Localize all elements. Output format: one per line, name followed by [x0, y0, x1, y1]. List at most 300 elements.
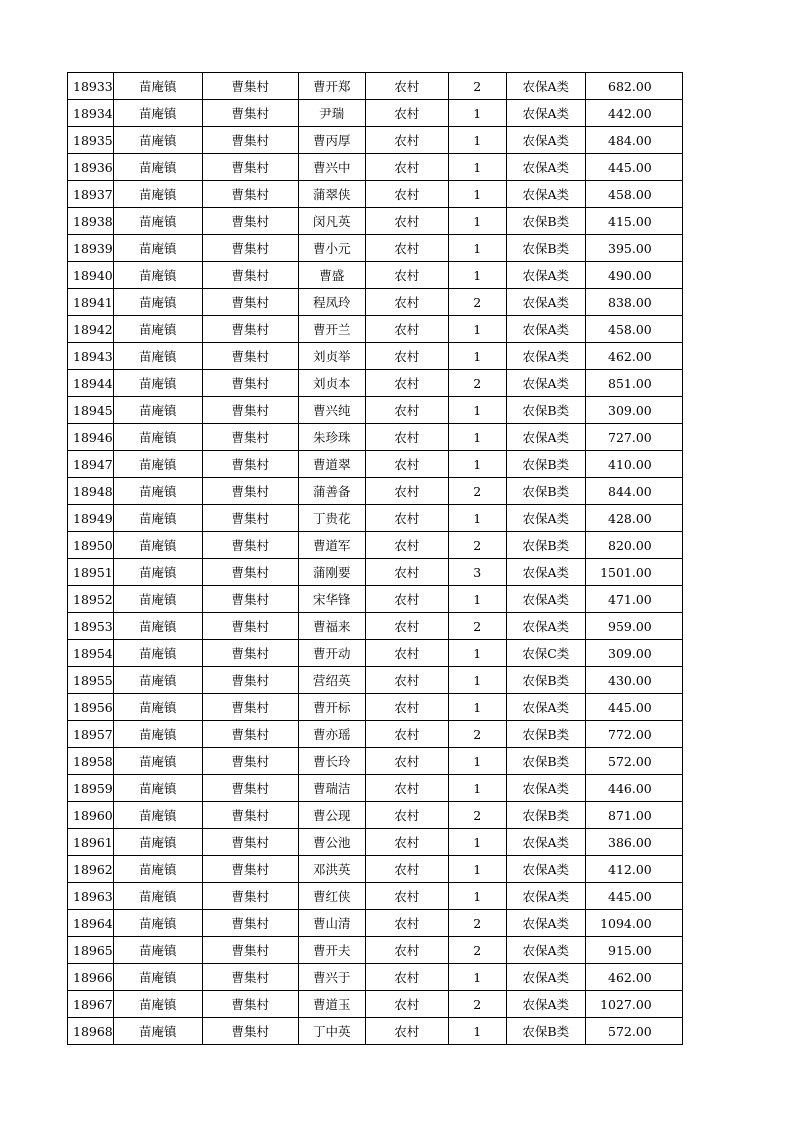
insurance-class-cell: 农保B类: [506, 208, 585, 235]
village-cell: 曹集村: [202, 235, 298, 262]
table-row: [68, 613, 683, 640]
insurance-class-cell: 农保A类: [506, 262, 585, 289]
name-cell: 曹瑞洁: [298, 775, 365, 802]
village-cell: 曹集村: [202, 856, 298, 883]
name-cell: 蒲善备: [298, 478, 365, 505]
insurance-class-cell: 农保A类: [506, 289, 585, 316]
village-cell: 曹集村: [202, 667, 298, 694]
town-cell: 苗庵镇: [113, 532, 202, 559]
amount-cell: 682.00: [585, 73, 682, 100]
record-id-cell: 18939: [68, 235, 114, 262]
name-cell: 程凤玲: [298, 289, 365, 316]
table-row: [68, 586, 683, 613]
town-cell: 苗庵镇: [113, 505, 202, 532]
name-cell: 曹公池: [298, 829, 365, 856]
insurance-class-cell: 农保A类: [506, 991, 585, 1018]
name-cell: 曹丙厚: [298, 127, 365, 154]
table-row: [68, 235, 683, 262]
record-id-cell: 18947: [68, 451, 114, 478]
insurance-class-cell: 农保A类: [506, 586, 585, 613]
amount-cell: 727.00: [585, 424, 682, 451]
household-count-cell: 1: [448, 856, 506, 883]
amount-cell: 1094.00: [585, 910, 682, 937]
town-cell: 苗庵镇: [113, 289, 202, 316]
record-id-cell: 18951: [68, 559, 114, 586]
village-cell: 曹集村: [202, 991, 298, 1018]
record-id-cell: 18958: [68, 748, 114, 775]
household-count-cell: 2: [448, 991, 506, 1018]
town-cell: 苗庵镇: [113, 910, 202, 937]
insurance-class-cell: 农保A类: [506, 856, 585, 883]
record-id-cell: 18937: [68, 181, 114, 208]
name-cell: 曹道玉: [298, 991, 365, 1018]
amount-cell: 458.00: [585, 316, 682, 343]
name-cell: 曹红侠: [298, 883, 365, 910]
amount-cell: 442.00: [585, 100, 682, 127]
village-cell: 曹集村: [202, 640, 298, 667]
record-id-cell: 18956: [68, 694, 114, 721]
town-cell: 苗庵镇: [113, 748, 202, 775]
town-cell: 苗庵镇: [113, 667, 202, 694]
village-cell: 曹集村: [202, 316, 298, 343]
amount-cell: 445.00: [585, 694, 682, 721]
record-id-cell: 18941: [68, 289, 114, 316]
village-cell: 曹集村: [202, 127, 298, 154]
household-count-cell: 2: [448, 910, 506, 937]
table-row: [68, 181, 683, 208]
area-type-cell: 农村: [365, 208, 448, 235]
household-count-cell: 1: [448, 100, 506, 127]
area-type-cell: 农村: [365, 586, 448, 613]
table-row: [68, 559, 683, 586]
village-cell: 曹集村: [202, 73, 298, 100]
record-id-cell: 18961: [68, 829, 114, 856]
area-type-cell: 农村: [365, 181, 448, 208]
insurance-class-cell: 农保B类: [506, 1018, 585, 1045]
household-count-cell: 1: [448, 208, 506, 235]
name-cell: 曹福来: [298, 613, 365, 640]
area-type-cell: 农村: [365, 316, 448, 343]
village-cell: 曹集村: [202, 964, 298, 991]
village-cell: 曹集村: [202, 829, 298, 856]
area-type-cell: 农村: [365, 667, 448, 694]
town-cell: 苗庵镇: [113, 964, 202, 991]
table-row: [68, 532, 683, 559]
record-id-cell: 18968: [68, 1018, 114, 1045]
area-type-cell: 农村: [365, 613, 448, 640]
record-id-cell: 18957: [68, 721, 114, 748]
amount-cell: 462.00: [585, 343, 682, 370]
table-row: [68, 667, 683, 694]
insurance-class-cell: 农保A类: [506, 505, 585, 532]
table-row: [68, 478, 683, 505]
town-cell: 苗庵镇: [113, 883, 202, 910]
household-count-cell: 1: [448, 964, 506, 991]
table-row: [68, 208, 683, 235]
household-count-cell: 1: [448, 640, 506, 667]
area-type-cell: 农村: [365, 640, 448, 667]
table-row: [68, 316, 683, 343]
insurance-class-cell: 农保B类: [506, 451, 585, 478]
area-type-cell: 农村: [365, 370, 448, 397]
table-row: [68, 910, 683, 937]
table-row: [68, 829, 683, 856]
area-type-cell: 农村: [365, 397, 448, 424]
area-type-cell: 农村: [365, 262, 448, 289]
insurance-class-cell: 农保A类: [506, 559, 585, 586]
amount-cell: 844.00: [585, 478, 682, 505]
table-row: [68, 883, 683, 910]
area-type-cell: 农村: [365, 775, 448, 802]
record-id-cell: 18965: [68, 937, 114, 964]
area-type-cell: 农村: [365, 856, 448, 883]
household-count-cell: 1: [448, 262, 506, 289]
village-cell: 曹集村: [202, 559, 298, 586]
area-type-cell: 农村: [365, 532, 448, 559]
town-cell: 苗庵镇: [113, 208, 202, 235]
insurance-class-cell: 农保A类: [506, 829, 585, 856]
town-cell: 苗庵镇: [113, 100, 202, 127]
amount-cell: 471.00: [585, 586, 682, 613]
amount-cell: 395.00: [585, 235, 682, 262]
town-cell: 苗庵镇: [113, 802, 202, 829]
insurance-class-cell: 农保A类: [506, 775, 585, 802]
records-table: [67, 72, 683, 1045]
record-id-cell: 18952: [68, 586, 114, 613]
town-cell: 苗庵镇: [113, 478, 202, 505]
village-cell: 曹集村: [202, 613, 298, 640]
record-id-cell: 18966: [68, 964, 114, 991]
amount-cell: 445.00: [585, 154, 682, 181]
area-type-cell: 农村: [365, 937, 448, 964]
record-id-cell: 18967: [68, 991, 114, 1018]
household-count-cell: 1: [448, 505, 506, 532]
name-cell: 刘贞本: [298, 370, 365, 397]
name-cell: 曹公现: [298, 802, 365, 829]
area-type-cell: 农村: [365, 802, 448, 829]
household-count-cell: 2: [448, 802, 506, 829]
insurance-class-cell: 农保B类: [506, 721, 585, 748]
household-count-cell: 1: [448, 883, 506, 910]
town-cell: 苗庵镇: [113, 775, 202, 802]
insurance-class-cell: 农保A类: [506, 964, 585, 991]
table-row: [68, 289, 683, 316]
village-cell: 曹集村: [202, 748, 298, 775]
name-cell: 丁中英: [298, 1018, 365, 1045]
household-count-cell: 1: [448, 748, 506, 775]
record-id-cell: 18945: [68, 397, 114, 424]
household-count-cell: 2: [448, 478, 506, 505]
name-cell: 曹开标: [298, 694, 365, 721]
area-type-cell: 农村: [365, 505, 448, 532]
insurance-class-cell: 农保A类: [506, 613, 585, 640]
name-cell: 蒲刚要: [298, 559, 365, 586]
insurance-class-cell: 农保A类: [506, 370, 585, 397]
town-cell: 苗庵镇: [113, 127, 202, 154]
town-cell: 苗庵镇: [113, 451, 202, 478]
amount-cell: 1027.00: [585, 991, 682, 1018]
area-type-cell: 农村: [365, 478, 448, 505]
town-cell: 苗庵镇: [113, 370, 202, 397]
town-cell: 苗庵镇: [113, 586, 202, 613]
town-cell: 苗庵镇: [113, 559, 202, 586]
village-cell: 曹集村: [202, 910, 298, 937]
area-type-cell: 农村: [365, 73, 448, 100]
household-count-cell: 1: [448, 127, 506, 154]
amount-cell: 386.00: [585, 829, 682, 856]
name-cell: 刘贞举: [298, 343, 365, 370]
insurance-class-cell: 农保C类: [506, 640, 585, 667]
area-type-cell: 农村: [365, 424, 448, 451]
name-cell: 营绍英: [298, 667, 365, 694]
amount-cell: 428.00: [585, 505, 682, 532]
amount-cell: 430.00: [585, 667, 682, 694]
record-id-cell: 18936: [68, 154, 114, 181]
name-cell: 曹盛: [298, 262, 365, 289]
household-count-cell: 1: [448, 154, 506, 181]
village-cell: 曹集村: [202, 1018, 298, 1045]
record-id-cell: 18934: [68, 100, 114, 127]
record-id-cell: 18960: [68, 802, 114, 829]
household-count-cell: 1: [448, 586, 506, 613]
household-count-cell: 3: [448, 559, 506, 586]
area-type-cell: 农村: [365, 289, 448, 316]
record-id-cell: 18942: [68, 316, 114, 343]
name-cell: 曹开夫: [298, 937, 365, 964]
household-count-cell: 2: [448, 937, 506, 964]
name-cell: 朱珍珠: [298, 424, 365, 451]
amount-cell: 572.00: [585, 1018, 682, 1045]
amount-cell: 484.00: [585, 127, 682, 154]
table-row: [68, 451, 683, 478]
town-cell: 苗庵镇: [113, 613, 202, 640]
amount-cell: 915.00: [585, 937, 682, 964]
amount-cell: 838.00: [585, 289, 682, 316]
area-type-cell: 农村: [365, 451, 448, 478]
name-cell: 曹兴中: [298, 154, 365, 181]
record-id-cell: 18933: [68, 73, 114, 100]
insurance-class-cell: 农保A类: [506, 73, 585, 100]
amount-cell: 412.00: [585, 856, 682, 883]
table-row: [68, 100, 683, 127]
household-count-cell: 1: [448, 694, 506, 721]
insurance-class-cell: 农保B类: [506, 802, 585, 829]
amount-cell: 415.00: [585, 208, 682, 235]
village-cell: 曹集村: [202, 478, 298, 505]
household-count-cell: 1: [448, 424, 506, 451]
household-count-cell: 2: [448, 289, 506, 316]
insurance-class-cell: 农保B类: [506, 478, 585, 505]
table-row: [68, 262, 683, 289]
insurance-class-cell: 农保A类: [506, 694, 585, 721]
insurance-class-cell: 农保B类: [506, 667, 585, 694]
village-cell: 曹集村: [202, 586, 298, 613]
insurance-class-cell: 农保B类: [506, 748, 585, 775]
table-row: [68, 397, 683, 424]
table-row: [68, 73, 683, 100]
amount-cell: 772.00: [585, 721, 682, 748]
village-cell: 曹集村: [202, 775, 298, 802]
amount-cell: 572.00: [585, 748, 682, 775]
record-id-cell: 18948: [68, 478, 114, 505]
table-row: [68, 991, 683, 1018]
village-cell: 曹集村: [202, 370, 298, 397]
town-cell: 苗庵镇: [113, 829, 202, 856]
insurance-class-cell: 农保B类: [506, 235, 585, 262]
area-type-cell: 农村: [365, 559, 448, 586]
record-id-cell: 18953: [68, 613, 114, 640]
table-row: [68, 856, 683, 883]
name-cell: 曹道翠: [298, 451, 365, 478]
insurance-class-cell: 农保A类: [506, 424, 585, 451]
name-cell: 曹开兰: [298, 316, 365, 343]
household-count-cell: 1: [448, 1018, 506, 1045]
record-id-cell: 18944: [68, 370, 114, 397]
area-type-cell: 农村: [365, 100, 448, 127]
household-count-cell: 1: [448, 451, 506, 478]
name-cell: 闵凡英: [298, 208, 365, 235]
records-body: [68, 73, 683, 1045]
table-row: [68, 694, 683, 721]
town-cell: 苗庵镇: [113, 424, 202, 451]
amount-cell: 490.00: [585, 262, 682, 289]
household-count-cell: 1: [448, 829, 506, 856]
table-row: [68, 748, 683, 775]
table-row: [68, 127, 683, 154]
table-row: [68, 775, 683, 802]
town-cell: 苗庵镇: [113, 397, 202, 424]
village-cell: 曹集村: [202, 802, 298, 829]
amount-cell: 820.00: [585, 532, 682, 559]
record-id-cell: 18959: [68, 775, 114, 802]
insurance-class-cell: 农保A类: [506, 316, 585, 343]
household-count-cell: 1: [448, 667, 506, 694]
insurance-class-cell: 农保A类: [506, 100, 585, 127]
town-cell: 苗庵镇: [113, 721, 202, 748]
village-cell: 曹集村: [202, 181, 298, 208]
table-row: [68, 802, 683, 829]
table-row: [68, 721, 683, 748]
town-cell: 苗庵镇: [113, 235, 202, 262]
town-cell: 苗庵镇: [113, 73, 202, 100]
table-row: [68, 505, 683, 532]
household-count-cell: 1: [448, 397, 506, 424]
village-cell: 曹集村: [202, 424, 298, 451]
household-count-cell: 2: [448, 532, 506, 559]
household-count-cell: 2: [448, 370, 506, 397]
area-type-cell: 农村: [365, 343, 448, 370]
household-count-cell: 2: [448, 613, 506, 640]
town-cell: 苗庵镇: [113, 181, 202, 208]
household-count-cell: 1: [448, 316, 506, 343]
table-row: [68, 424, 683, 451]
name-cell: 曹开动: [298, 640, 365, 667]
town-cell: 苗庵镇: [113, 856, 202, 883]
area-type-cell: 农村: [365, 235, 448, 262]
town-cell: 苗庵镇: [113, 694, 202, 721]
town-cell: 苗庵镇: [113, 1018, 202, 1045]
name-cell: 曹长玲: [298, 748, 365, 775]
record-id-cell: 18962: [68, 856, 114, 883]
household-count-cell: 1: [448, 343, 506, 370]
amount-cell: 410.00: [585, 451, 682, 478]
insurance-class-cell: 农保A类: [506, 127, 585, 154]
amount-cell: 462.00: [585, 964, 682, 991]
village-cell: 曹集村: [202, 532, 298, 559]
insurance-class-cell: 农保A类: [506, 937, 585, 964]
record-id-cell: 18938: [68, 208, 114, 235]
name-cell: 宋华锋: [298, 586, 365, 613]
area-type-cell: 农村: [365, 721, 448, 748]
area-type-cell: 农村: [365, 1018, 448, 1045]
insurance-class-cell: 农保A类: [506, 181, 585, 208]
area-type-cell: 农村: [365, 883, 448, 910]
household-count-cell: 2: [448, 721, 506, 748]
name-cell: 曹道军: [298, 532, 365, 559]
amount-cell: 1501.00: [585, 559, 682, 586]
area-type-cell: 农村: [365, 127, 448, 154]
amount-cell: 959.00: [585, 613, 682, 640]
record-id-cell: 18940: [68, 262, 114, 289]
name-cell: 曹小元: [298, 235, 365, 262]
village-cell: 曹集村: [202, 289, 298, 316]
area-type-cell: 农村: [365, 991, 448, 1018]
village-cell: 曹集村: [202, 100, 298, 127]
household-count-cell: 2: [448, 73, 506, 100]
insurance-class-cell: 农保B类: [506, 397, 585, 424]
village-cell: 曹集村: [202, 154, 298, 181]
area-type-cell: 农村: [365, 964, 448, 991]
town-cell: 苗庵镇: [113, 262, 202, 289]
record-id-cell: 18963: [68, 883, 114, 910]
household-count-cell: 1: [448, 235, 506, 262]
household-count-cell: 1: [448, 181, 506, 208]
table-row: [68, 1018, 683, 1045]
name-cell: 曹亦瑶: [298, 721, 365, 748]
amount-cell: 851.00: [585, 370, 682, 397]
amount-cell: 871.00: [585, 802, 682, 829]
village-cell: 曹集村: [202, 694, 298, 721]
amount-cell: 446.00: [585, 775, 682, 802]
amount-cell: 458.00: [585, 181, 682, 208]
name-cell: 丁贵花: [298, 505, 365, 532]
record-id-cell: 18935: [68, 127, 114, 154]
town-cell: 苗庵镇: [113, 640, 202, 667]
record-id-cell: 18954: [68, 640, 114, 667]
name-cell: 邓洪英: [298, 856, 365, 883]
town-cell: 苗庵镇: [113, 991, 202, 1018]
table-row: [68, 937, 683, 964]
amount-cell: 309.00: [585, 640, 682, 667]
village-cell: 曹集村: [202, 208, 298, 235]
area-type-cell: 农村: [365, 829, 448, 856]
town-cell: 苗庵镇: [113, 937, 202, 964]
name-cell: 曹兴纯: [298, 397, 365, 424]
insurance-class-cell: 农保B类: [506, 532, 585, 559]
table-row: [68, 370, 683, 397]
village-cell: 曹集村: [202, 397, 298, 424]
insurance-class-cell: 农保A类: [506, 910, 585, 937]
household-count-cell: 1: [448, 775, 506, 802]
table-row: [68, 154, 683, 181]
name-cell: 曹山清: [298, 910, 365, 937]
village-cell: 曹集村: [202, 343, 298, 370]
table-row: [68, 964, 683, 991]
name-cell: 尹瑞: [298, 100, 365, 127]
record-id-cell: 18949: [68, 505, 114, 532]
area-type-cell: 农村: [365, 694, 448, 721]
village-cell: 曹集村: [202, 451, 298, 478]
